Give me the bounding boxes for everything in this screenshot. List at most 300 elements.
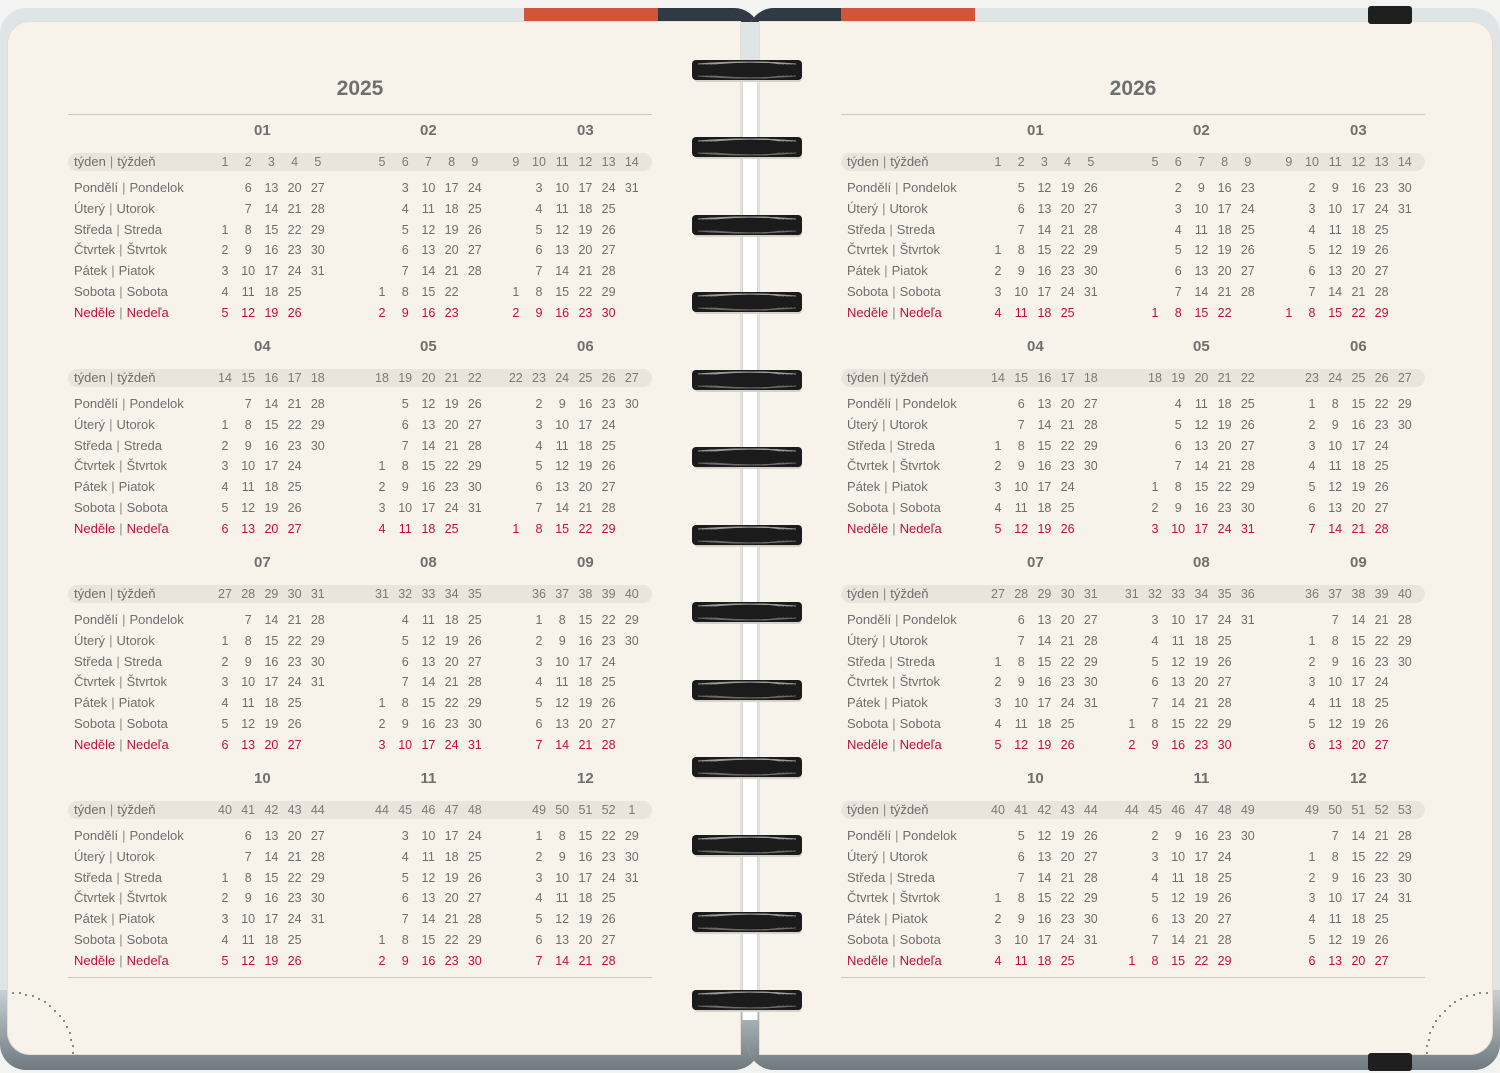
label-sk: Pondelok [129, 828, 184, 843]
day-cell: 20 [1060, 849, 1075, 864]
day-cell: 28 [1083, 870, 1098, 885]
day-cell: 20 [444, 891, 459, 906]
week-number: 41 [241, 803, 256, 817]
day-cell: 21 [1060, 870, 1075, 885]
day-cell: 13 [1328, 501, 1343, 515]
day-cell: 12 [421, 397, 436, 411]
day-cell: 27 [1083, 849, 1098, 864]
day-cell: 15 [578, 613, 593, 627]
day-cell: 15 [1328, 305, 1343, 320]
day-cell: 10 [555, 870, 570, 885]
label-sk: Pondelok [129, 396, 184, 411]
day-cell: 24 [1217, 849, 1232, 864]
day-cell: 5 [1151, 891, 1159, 906]
label-separator: | [122, 180, 126, 195]
day-cell: 28 [467, 675, 482, 690]
day-cell: 27 [467, 654, 482, 669]
day-cell: 7 [1174, 285, 1182, 299]
day-cell: 5 [1174, 243, 1182, 258]
day-cell: 10 [421, 181, 436, 195]
label-cz: Středa [74, 653, 113, 669]
day-cell: 30 [1083, 459, 1098, 474]
label-cz: Pondělí [74, 612, 119, 627]
day-cell: 3 [535, 181, 543, 195]
day-cell: 20 [1194, 675, 1209, 690]
day-cell: 18 [444, 849, 459, 864]
day-cell: 15 [421, 459, 436, 474]
day-cell: 18 [264, 696, 279, 711]
week-number: 14 [624, 155, 639, 169]
day-cell: 14 [264, 201, 279, 216]
day-cell: 10 [1014, 480, 1029, 495]
day-cell: 11 [1014, 305, 1028, 320]
day-cell: 11 [241, 933, 255, 947]
day-cell: 20 [1351, 953, 1366, 968]
day-cell: 27 [310, 829, 325, 843]
day-cell: 18 [1351, 696, 1366, 711]
label-separator: | [111, 911, 115, 927]
label-sk: Štvrtok [899, 890, 941, 906]
day-cell: 4 [994, 305, 1002, 320]
label-cz: Sobota [74, 932, 116, 947]
week-number: 7 [424, 155, 432, 169]
week-number: 48 [467, 803, 482, 817]
month-title: 09 [577, 554, 594, 571]
day-cell: 17 [264, 912, 279, 927]
label-cz: Čtvrtek [847, 458, 889, 474]
day-cell: 24 [1374, 675, 1389, 690]
label-sk: Piatok [118, 695, 155, 711]
week-number: 24 [1328, 371, 1343, 385]
day-cell: 10 [241, 912, 256, 927]
spiral-ring-icon [692, 135, 802, 161]
label-sk: Piatok [891, 911, 928, 927]
day-cell: 25 [1217, 870, 1232, 885]
day-cell: 2 [221, 438, 229, 453]
day-cell: 7 [401, 438, 409, 453]
day-cell: 3 [1308, 438, 1316, 453]
day-cell: 23 [1374, 654, 1389, 669]
day-cell: 12 [1037, 829, 1052, 843]
week-number: 24 [555, 371, 570, 385]
week-number: 10 [1305, 155, 1319, 169]
day-cell: 4 [994, 953, 1002, 968]
day-cell: 22 [444, 285, 459, 299]
day-cell: 11 [555, 438, 569, 453]
label-separator: | [882, 416, 886, 432]
label-cz: Čtvrtek [847, 674, 889, 690]
week-number: 49 [532, 803, 546, 817]
week-number: 10 [532, 155, 546, 169]
week-number: 35 [1217, 587, 1232, 601]
day-cell: 4 [221, 696, 229, 711]
day-cell: 5 [401, 633, 409, 648]
label-sk: Nedeľa [126, 736, 169, 752]
day-cell: 4 [401, 613, 409, 627]
perforation-dots [1432, 1026, 1434, 1028]
day-cell: 5 [401, 222, 409, 237]
label-cz: Pátek [847, 479, 881, 495]
day-cell: 3 [535, 654, 543, 669]
row-label-week [847, 585, 929, 603]
day-cell: 29 [624, 613, 639, 627]
day-cell: 13 [421, 243, 436, 258]
day-cell: 24 [1217, 613, 1232, 627]
day-cell: 31 [624, 870, 639, 885]
label-sk: Streda [123, 869, 163, 885]
day-cell: 4 [1174, 397, 1182, 411]
label-sk: Štvrtok [126, 242, 168, 258]
row-label-day [74, 827, 184, 845]
day-cell: 18 [1037, 953, 1052, 968]
day-cell: 23 [1374, 870, 1389, 885]
day-cell: 6 [1017, 613, 1025, 627]
week-number: 17 [287, 371, 302, 385]
day-cell: 12 [241, 501, 256, 515]
label-sk: Štvrtok [899, 458, 941, 474]
day-cell: 26 [601, 912, 616, 927]
week-number: 28 [1014, 587, 1029, 601]
month-title: 04 [1027, 338, 1044, 355]
day-cell: 16 [1171, 737, 1186, 752]
day-cell: 27 [1240, 264, 1255, 279]
elastic-band-icon [1368, 1053, 1412, 1071]
day-cell: 14 [1351, 829, 1366, 843]
day-cell: 28 [1374, 285, 1389, 299]
day-cell: 29 [310, 417, 325, 432]
day-cell: 12 [1014, 521, 1029, 536]
row-label-day [847, 221, 935, 239]
label-separator: | [892, 952, 896, 968]
day-cell: 21 [1060, 417, 1075, 432]
day-cell: 5 [535, 696, 543, 711]
row-label-day [847, 416, 928, 434]
spiral-ring-icon [692, 213, 802, 239]
label-sk: Sobota [899, 500, 941, 515]
day-cell: 6 [1017, 397, 1025, 411]
perforation-dots [63, 1020, 65, 1022]
day-cell: 25 [601, 675, 616, 690]
day-cell: 1 [994, 654, 1002, 669]
day-cell: 5 [1174, 417, 1182, 432]
day-cell: 2 [221, 654, 229, 669]
row-label-day [74, 694, 155, 712]
day-cell: 9 [1331, 417, 1339, 432]
day-cell: 16 [1037, 912, 1052, 927]
day-cell: 6 [401, 417, 409, 432]
row-label-day [847, 869, 935, 887]
day-cell: 8 [558, 613, 566, 627]
label-separator: | [119, 952, 123, 968]
day-cell: 21 [578, 737, 593, 752]
day-cell: 10 [1014, 933, 1029, 947]
day-cell: 29 [310, 870, 325, 885]
day-cell: 19 [578, 696, 593, 711]
day-cell: 17 [421, 501, 436, 515]
day-cell: 4 [1308, 912, 1316, 927]
day-cell: 2 [535, 397, 543, 411]
day-cell: 24 [1374, 201, 1389, 216]
week-number: 7 [1197, 155, 1205, 169]
day-cell: 8 [401, 696, 409, 711]
day-cell: 17 [421, 737, 436, 752]
day-cell: 24 [1060, 285, 1075, 299]
day-cell: 9 [1174, 829, 1182, 843]
day-cell: 23 [287, 438, 302, 453]
day-cell: 10 [555, 181, 570, 195]
label-separator: | [884, 263, 888, 279]
day-cell: 7 [535, 737, 543, 752]
row-label-day [847, 736, 942, 754]
row-label-day [847, 632, 928, 650]
day-cell: 10 [1171, 849, 1186, 864]
row-label-day [847, 262, 928, 280]
label-separator: | [111, 479, 115, 495]
day-cell: 29 [467, 459, 482, 474]
row-label-day [74, 395, 184, 413]
row-label-day [74, 499, 168, 517]
month-title: 11 [1193, 770, 1210, 787]
day-cell: 17 [1037, 696, 1052, 711]
day-cell: 10 [241, 675, 256, 690]
day-cell: 24 [467, 829, 482, 843]
day-cell: 18 [1217, 222, 1232, 237]
label-cz: Neděle [847, 520, 889, 536]
day-cell: 11 [241, 696, 255, 711]
day-cell: 30 [1083, 912, 1098, 927]
label-sk: týždeň [117, 370, 156, 385]
label-cz: Sobota [74, 716, 116, 731]
week-number: 51 [578, 803, 593, 817]
day-cell: 22 [1060, 243, 1075, 258]
day-cell: 27 [1374, 501, 1389, 515]
week-number: 40 [624, 587, 639, 601]
label-separator: | [892, 520, 896, 536]
day-cell: 16 [421, 305, 436, 320]
month-title: 12 [1350, 770, 1367, 787]
day-cell: 7 [535, 501, 543, 515]
perforation-dots [69, 1032, 71, 1034]
top-rule [68, 114, 652, 115]
day-cell: 24 [287, 912, 302, 927]
label-sk: Piatok [891, 263, 928, 279]
week-number: 48 [1217, 803, 1232, 817]
day-cell: 8 [1174, 480, 1182, 495]
label-cz: Čtvrtek [74, 242, 116, 258]
day-cell: 12 [241, 305, 256, 320]
day-cell: 30 [310, 891, 325, 906]
day-cell: 24 [1374, 891, 1389, 906]
day-cell: 31 [1397, 201, 1412, 216]
row-label-day [847, 241, 940, 259]
day-cell: 12 [1014, 737, 1029, 752]
day-cell: 8 [244, 870, 252, 885]
day-cell: 19 [578, 222, 593, 237]
day-cell: 22 [578, 285, 593, 299]
day-cell: 17 [444, 181, 459, 195]
day-cell: 19 [1217, 417, 1232, 432]
day-cell: 7 [1017, 417, 1025, 432]
day-cell: 9 [244, 243, 252, 258]
week-number: 49 [1305, 803, 1319, 817]
day-cell: 19 [1194, 654, 1209, 669]
day-cell: 18 [578, 438, 593, 453]
day-cell: 25 [1374, 222, 1389, 237]
label-separator: | [892, 304, 896, 320]
week-number: 9 [1244, 155, 1252, 169]
day-cell: 16 [1037, 459, 1052, 474]
label-sk: Piatok [118, 263, 155, 279]
label-cz: Středa [847, 221, 886, 237]
day-cell: 19 [444, 633, 459, 648]
day-cell: 4 [1151, 633, 1159, 648]
day-cell: 19 [1037, 521, 1052, 536]
bottom-rule [68, 977, 652, 978]
week-number: 37 [1328, 587, 1343, 601]
day-cell: 29 [1083, 891, 1098, 906]
label-sk: Sobota [126, 284, 168, 299]
day-cell: 29 [1397, 633, 1412, 648]
day-cell: 31 [310, 675, 325, 690]
day-cell: 15 [1351, 397, 1366, 411]
week-number: 30 [1060, 587, 1075, 601]
day-cell: 27 [467, 417, 482, 432]
row-label-day [74, 200, 155, 218]
label-separator: | [109, 632, 113, 648]
day-cell: 8 [401, 285, 409, 299]
row-label-day [847, 499, 941, 517]
day-cell: 8 [1017, 438, 1025, 453]
day-cell: 14 [1328, 285, 1343, 299]
day-cell: 27 [310, 181, 325, 195]
day-cell: 28 [467, 264, 482, 279]
day-cell: 19 [264, 953, 279, 968]
day-cell: 22 [1060, 438, 1075, 453]
day-cell: 24 [287, 264, 302, 279]
day-cell: 29 [467, 933, 482, 947]
day-cell: 17 [1194, 521, 1209, 536]
day-cell: 23 [287, 654, 302, 669]
row-label-day [74, 715, 168, 733]
day-cell: 16 [264, 243, 279, 258]
day-cell: 5 [221, 953, 229, 968]
day-cell: 14 [264, 397, 279, 411]
label-sk: týždeň [117, 586, 156, 601]
perforation-dots [38, 998, 40, 1000]
day-cell: 6 [1308, 264, 1316, 279]
label-separator: | [109, 586, 114, 601]
day-cell: 21 [1374, 613, 1389, 627]
day-cell: 8 [1331, 397, 1339, 411]
day-cell: 6 [1017, 201, 1025, 216]
day-cell: 26 [467, 222, 482, 237]
label-separator: | [889, 221, 893, 237]
day-cell: 9 [1174, 501, 1182, 515]
label-sk: Štvrtok [899, 242, 941, 258]
day-cell: 1 [512, 521, 520, 536]
day-cell: 8 [1017, 243, 1025, 258]
label-sk: Štvrtok [126, 890, 168, 906]
day-cell: 16 [1037, 675, 1052, 690]
day-cell: 12 [1328, 717, 1343, 731]
day-cell: 19 [444, 397, 459, 411]
label-cz: Neděle [74, 736, 116, 752]
day-cell: 28 [310, 849, 325, 864]
day-cell: 20 [1194, 912, 1209, 927]
day-cell: 29 [1083, 243, 1098, 258]
label-separator: | [116, 653, 120, 669]
day-cell: 15 [421, 696, 436, 711]
day-cell: 27 [1374, 953, 1389, 968]
label-cz: Středa [847, 437, 886, 453]
day-cell: 21 [1060, 222, 1075, 237]
day-cell: 27 [1217, 912, 1232, 927]
spiral-ring-icon [692, 988, 802, 1014]
day-cell: 15 [555, 521, 570, 536]
day-cell: 26 [287, 717, 302, 731]
label-cz: Pondělí [847, 612, 892, 627]
day-cell: 14 [421, 912, 436, 927]
day-cell: 31 [1397, 891, 1412, 906]
day-cell: 26 [467, 870, 482, 885]
day-cell: 1 [994, 891, 1002, 906]
day-cell: 14 [555, 737, 570, 752]
day-cell: 7 [1151, 696, 1159, 711]
day-cell: 23 [601, 397, 616, 411]
week-number: 35 [467, 587, 482, 601]
row-label-week [74, 153, 156, 171]
label-cz: týden [847, 370, 879, 385]
row-label-day [847, 304, 942, 322]
label-sk: týždeň [117, 154, 156, 169]
month-title: 01 [1027, 122, 1044, 139]
day-cell: 20 [1060, 613, 1075, 627]
label-separator: | [109, 416, 113, 432]
day-cell: 28 [310, 397, 325, 411]
week-number: 1 [994, 155, 1002, 169]
day-cell: 6 [244, 181, 252, 195]
day-cell: 23 [287, 891, 302, 906]
label-separator: | [109, 154, 114, 169]
label-cz: Úterý [74, 848, 106, 864]
week-number: 26 [601, 371, 616, 385]
label-cz: Úterý [847, 848, 879, 864]
day-cell: 17 [578, 181, 593, 195]
label-sk: Sobota [126, 932, 168, 947]
day-cell: 16 [264, 654, 279, 669]
day-cell: 25 [601, 201, 616, 216]
day-cell: 30 [1397, 870, 1412, 885]
label-sk: Streda [123, 437, 163, 453]
week-number: 44 [1083, 803, 1098, 817]
day-cell: 30 [1083, 675, 1098, 690]
row-label-day [847, 611, 957, 629]
day-cell: 24 [1240, 201, 1255, 216]
week-number: 1 [221, 155, 229, 169]
label-separator: | [116, 869, 120, 885]
label-sk: Piatok [891, 695, 928, 711]
label-cz: Pátek [74, 911, 108, 927]
day-cell: 25 [467, 613, 482, 627]
week-number: 46 [421, 803, 436, 817]
day-cell: 20 [1351, 501, 1366, 515]
label-sk: Nedeľa [126, 304, 169, 320]
day-cell: 18 [1037, 501, 1052, 515]
label-separator: | [889, 437, 893, 453]
day-cell: 7 [401, 912, 409, 927]
day-cell: 6 [221, 737, 229, 752]
day-cell: 16 [264, 438, 279, 453]
